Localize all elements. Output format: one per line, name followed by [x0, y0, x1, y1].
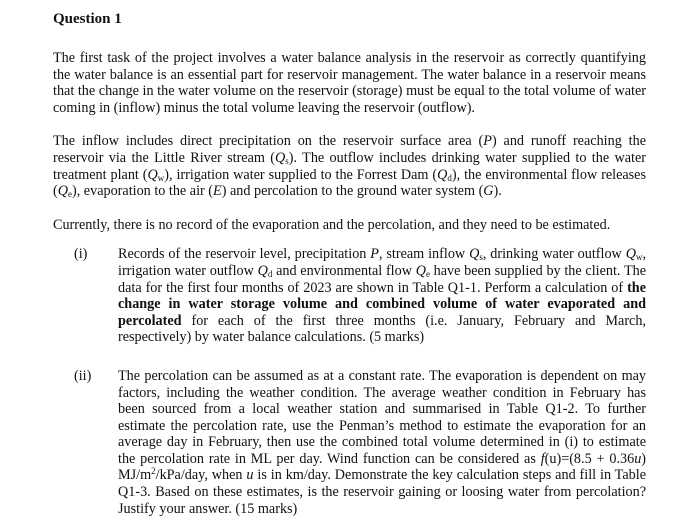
item-number: (ii) [74, 367, 92, 384]
item-number: (i) [74, 246, 88, 263]
estimation-paragraph: Currently, there is no record of the evaporation and the percolation, and they need to be estimated. [53, 216, 611, 233]
intro-paragraph: The first task of the project involves a water balance analysis in the reservoir as correctly quantifying the water balance is an essential part for reservoir management. The water balance in a reservoir means that the change in the water volume on the reservoir (storage) must be equal to the total volume of water coming in (inflow) minus the total volume leaving the reservoir (outflow). [53, 50, 646, 116]
inflow-outflow-paragraph: The inflow includes direct precipitation on the reservoir surface area (P) and runoff reaching the reservoir via the Little River stream $(Q_s)$. The outflow includes drinking water supplied to the water treatment plant $(Q_w)$, irrigation water supplied to the Forrest Dam $(Q_d)$, the environmental flow releases $(Q_e)$, evaporation to the air (E) and percolation to the ground water system (G). [53, 133, 647, 200]
item-text: The percolation can be assumed as at a constant rate. The evaporation is dependent on may factors, including the weather condition. The average weather condition in February has been sourced from a local weather station and summarised in Table Q1-2. To further estimate the percolation rate, use the Penman’s method to estimate the evaporation for an average day in February, then use the combined total volume determined in (i) to estimate the percolation rate in ML per day. Wind function can be considered as f(u)=(8.5 + 0.36u) $MJ/m^2/kPa$/day, when u is in km/day. Demonstrate the key calculation steps and fill in Table Q1-3. Based on these estimates, is the reservoir gaining or loosing water from percolation? Justify your answer. (15 marks) [118, 367, 647, 517]
task-item-i [53, 246, 646, 346]
item-text: Records of the reservoir level, precipitation P, stream inflow $Q_s$, drinking water outflow $Q_w$, irrigation water outflow $Q_d$ and environmental flow $Q_e$ have been supplied by the client. The data for the first four months of 2023 are shown in Table Q1-1. Perform a calculation of the change in water storage volume and combined volume of water evaporated and percolated for each of the first three months (i.e. January, February and March, respectively) by water balance calculations. (5 marks) [118, 246, 647, 346]
task-item-ii [53, 368, 646, 517]
question-title: Question 1 [53, 11, 122, 27]
